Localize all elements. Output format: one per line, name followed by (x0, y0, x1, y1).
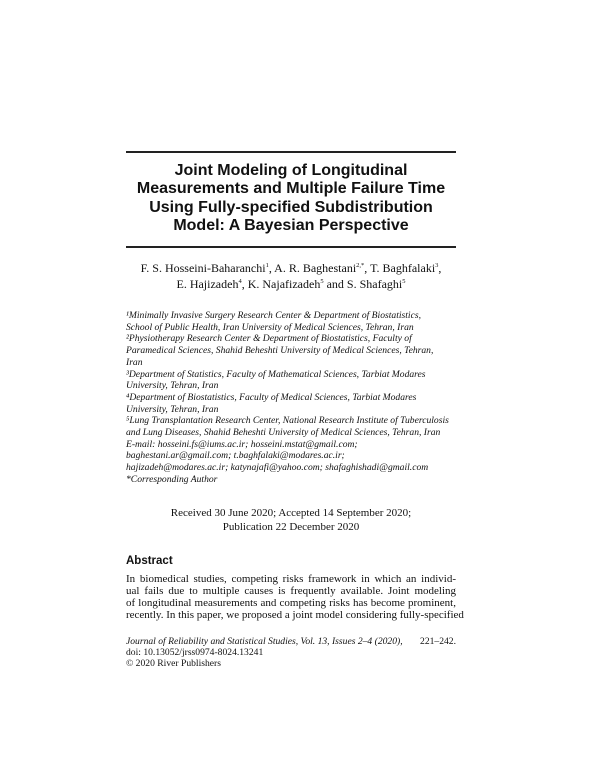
affiliation-line: Iran (126, 356, 143, 368)
copyright: © 2020 River Publishers (126, 657, 221, 669)
footer (126, 637, 456, 669)
abstract-line: ual fails due to multiple causes is frequently available. Joint modeling (126, 585, 456, 597)
author-name: F. S. Hosseini-Baharanchi (140, 261, 266, 275)
affiliation-marker: 2,* (356, 262, 365, 269)
top-rule (126, 151, 456, 153)
affiliation-line: School of Public Health, Iran University of Medical Sciences, Tehran, Iran (126, 321, 414, 333)
affiliation-line: ³Department of Statistics, Faculty of Mathematical Sciences, Tarbiat Modares (126, 368, 426, 380)
affiliations (126, 310, 458, 486)
title-line: Joint Modeling of Longitudinal (174, 162, 408, 179)
affiliation-marker: 3 (435, 262, 439, 269)
affiliation-line: E-mail: hosseini.fs@iums.ac.ir; hosseini.mstat@gmail.com; (126, 438, 358, 450)
author-name: , A. R. Baghestani (268, 261, 357, 275)
authors-line (120, 276, 462, 292)
title-line: Using Fully-specified Subdistribution (149, 198, 433, 216)
affiliation-line: ⁴Department of Biostatistics, Faculty of Medical Sciences, Tarbiat Modares (126, 391, 417, 403)
affiliation-line: ²Physiotherapy Research Center & Department of Biostatistics, Faculty of (126, 333, 412, 345)
affiliation-marker: 4 (238, 278, 242, 285)
author-name: , (438, 261, 442, 275)
page-range: 221–242. (420, 636, 456, 647)
affiliation-marker: 5 (320, 278, 324, 285)
author-name: and S. Shafaghi (323, 277, 403, 291)
affiliation-line: ⁵Lung Transplantation Research Center, National Research Institute of Tuberculosis (126, 415, 449, 427)
affiliation-marker: 1 (265, 262, 269, 269)
abstract-line: recently. In this paper, we proposed a joint model considering fully-specified (126, 609, 464, 621)
affiliation-line: University, Tehran, Iran (126, 380, 219, 392)
affiliation-line: University, Tehran, Iran (126, 403, 219, 415)
doi[interactable]: doi: 10.13052/jrss0974-8024.13241 (126, 646, 264, 658)
journal-citation: Journal of Reliability and Statistical Studies, Vol. 13, Issues 2–4 (2020), (126, 636, 403, 647)
dates (126, 507, 456, 534)
author-name: E. Hajizadeh (176, 277, 239, 291)
authors-line (120, 260, 462, 276)
affiliation-line: *Corresponding Author (126, 473, 218, 485)
title-line: Measurements and Multiple Failure Time (136, 180, 446, 198)
affiliation-line: and Lung Diseases, Shahid Beheshti University of Medical Sciences, Tehran, Iran (126, 427, 441, 439)
paper-title (120, 162, 462, 235)
received-accepted: Received 30 June 2020; Accepted 14 September 2020; (170, 507, 412, 519)
publication-date: Publication 22 December 2020 (222, 520, 360, 533)
author-name: , T. Baghfalaki (364, 261, 436, 275)
abstract-text (126, 573, 464, 621)
title-line: Model: A Bayesian Perspective (173, 216, 409, 234)
affiliation-line: baghestani.ar@gmail.com; t.baghfalaki@modares.ac.ir; (126, 450, 345, 462)
authors (120, 260, 462, 292)
author-name: , K. Najafizadeh (241, 277, 321, 291)
affiliation-line: ¹Minimally Invasive Surgery Research Center & Department of Biostatistics, (126, 310, 421, 321)
abstract-heading: Abstract (126, 555, 173, 567)
affiliation-line: Paramedical Sciences, Shahid Beheshti University of Medical Sciences, Tehran, (126, 345, 434, 357)
abstract-line: of longitudinal measurements and competing risks has become prominent, (126, 597, 456, 609)
abstract-line: In biomedical studies, competing risks framework in which an individ- (126, 573, 456, 585)
affiliation-line: hajizadeh@modares.ac.ir; katynajafi@yahoo.com; shafaghishadi@gmail.com (126, 462, 429, 474)
affiliation-marker: 5 (402, 278, 406, 285)
bottom-rule (126, 246, 456, 248)
